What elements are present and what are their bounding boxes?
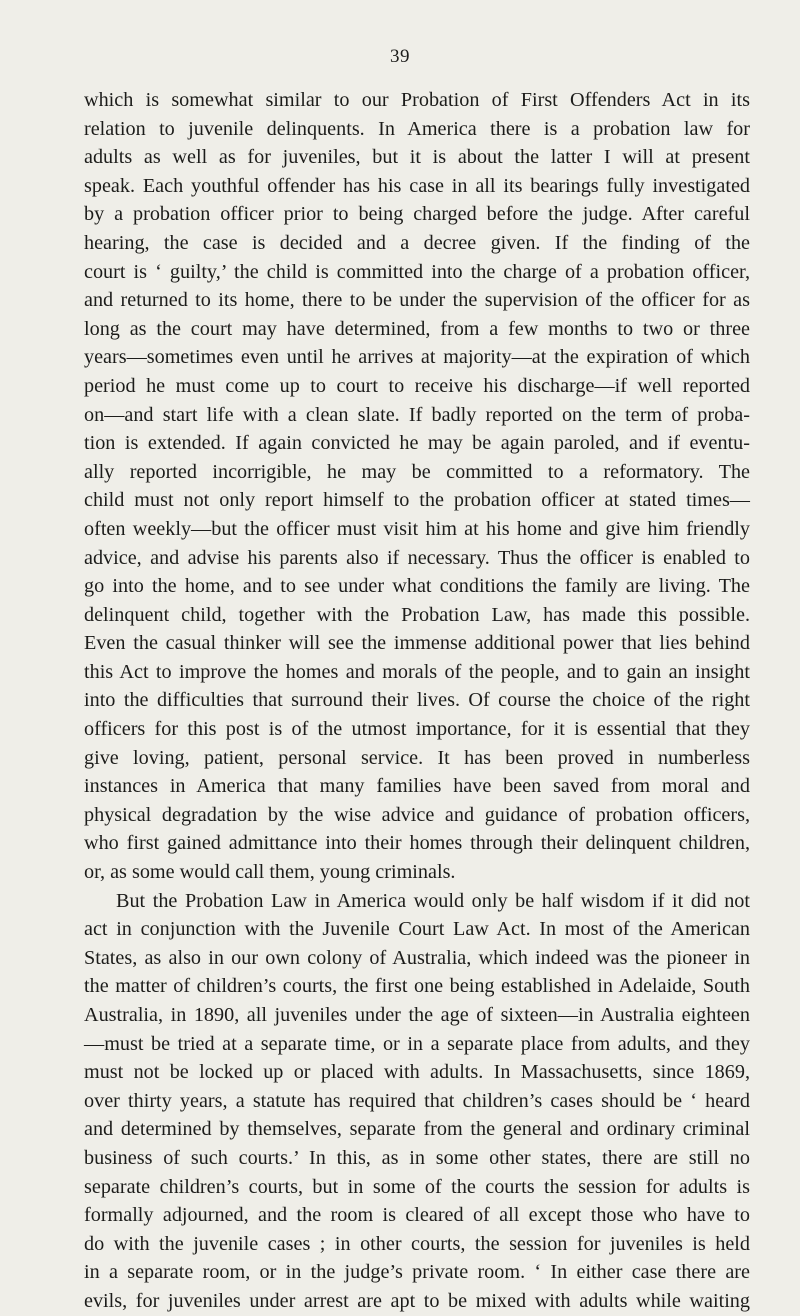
text-line: physical degradation by the wise advice and guidance of probation officers,: [84, 803, 750, 826]
text-line: which is somewhat similar to our Probation of First Offenders Act in its: [84, 89, 750, 111]
text-line: by a probation officer prior to being charged before the judge. After careful: [84, 203, 750, 226]
text-line: over thirty years, a statute has required that children’s cases should be ‘ heard: [84, 1089, 750, 1112]
body-text: [84, 86, 750, 1316]
text-line: into the difficulties that surround their lives. Of course the choice of the right: [84, 689, 750, 712]
text-line: Australia, in 1890, all juveniles under the age of sixteen—in Australia eighteen: [84, 1004, 750, 1026]
text-line: the matter of children’s courts, the first one being established in Adelaide, South: [84, 975, 750, 998]
text-line: —must be tried at a separate time, or in a separate place from adults, and they: [84, 1032, 750, 1055]
text-line: act in conjunction with the Juvenile Court Law Act. In most of the American: [84, 918, 750, 941]
paragraph: [84, 86, 750, 887]
text-line: or, as some would call them, young criminals.: [84, 861, 456, 884]
text-line: years—sometimes even until he arrives at majority—at the expiration of which: [84, 346, 750, 369]
text-line: adults as well as for juveniles, but it is about the latter I will at present: [84, 146, 750, 169]
text-line: period he must come up to court to receive his discharge—if well reported: [84, 374, 750, 397]
paragraph: [84, 887, 750, 1316]
text-line: hearing, the case is decided and a decree given. If the finding of the: [84, 231, 750, 254]
text-line: Even the casual thinker will see the immense additional power that lies behind: [84, 632, 750, 655]
text-line: do with the juvenile cases ; in other courts, the session for juveniles is held: [84, 1232, 750, 1255]
text-line: States, as also in our own colony of Australia, which indeed was the pioneer in: [84, 946, 750, 969]
text-line: who first gained admittance into their homes through their delinquent children,: [84, 832, 750, 855]
text-line: delinquent child, together with the Probation Law, has made this possible.: [84, 603, 750, 626]
text-line: on—and start life with a clean slate. If badly reported on the term of proba-: [84, 403, 750, 426]
text-line: often weekly—but the officer must visit him at his home and give him friendly: [84, 517, 750, 540]
text-line: court is ‘ guilty,’ the child is committed into the charge of a probation officer,: [84, 260, 750, 283]
text-line: instances in America that many families have been saved from moral and: [84, 775, 750, 798]
text-line: child must not only report himself to the probation officer at stated times—: [84, 489, 750, 512]
text-line: But the Probation Law in America would only be half wisdom if it did not: [116, 889, 750, 912]
text-line: in a separate room, or in the judge’s private room. ‘ In either case there are: [84, 1261, 750, 1284]
text-line: go into the home, and to see under what conditions the family are living. The: [84, 575, 750, 598]
text-line: and returned to its home, there to be under the supervision of the officer for as: [84, 289, 750, 312]
text-line: this Act to improve the homes and morals of the people, and to gain an insight: [84, 660, 750, 683]
text-line: long as the court may have determined, from a few months to two or three: [84, 317, 750, 340]
text-line: give loving, patient, personal service. It has been proved in numberless: [84, 746, 750, 769]
text-line: officers for this post is of the utmost importance, for it is essential that they: [84, 718, 750, 741]
text-line: and determined by themselves, separate from the general and ordinary criminal: [84, 1118, 750, 1141]
text-line: formally adjourned, and the room is cleared of all except those who have to: [84, 1204, 750, 1227]
text-line: must not be locked up or placed with adults. In Massachusetts, since 1869,: [84, 1061, 750, 1084]
text-line: ally reported incorrigible, he may be committed to a reformatory. The: [84, 460, 750, 483]
text-line: evils, for juveniles under arrest are apt to be mixed with adults while waiting: [84, 1289, 750, 1312]
text-line: advice, and advise his parents also if necessary. Thus the officer is enabled to: [84, 546, 750, 569]
text-line: speak. Each youthful offender has his case in all its bearings fully investigated: [84, 174, 750, 197]
text-line: separate children’s courts, but in some of the courts the session for adults is: [84, 1175, 750, 1198]
text-line: relation to juvenile delinquents. In America there is a probation law for: [84, 117, 750, 140]
text-line: business of such courts.’ In this, as in some other states, there are still no: [84, 1146, 750, 1169]
text-line: tion is extended. If again convicted he may be again paroled, and if eventu-: [84, 432, 750, 455]
page-number: 39: [390, 46, 410, 67]
